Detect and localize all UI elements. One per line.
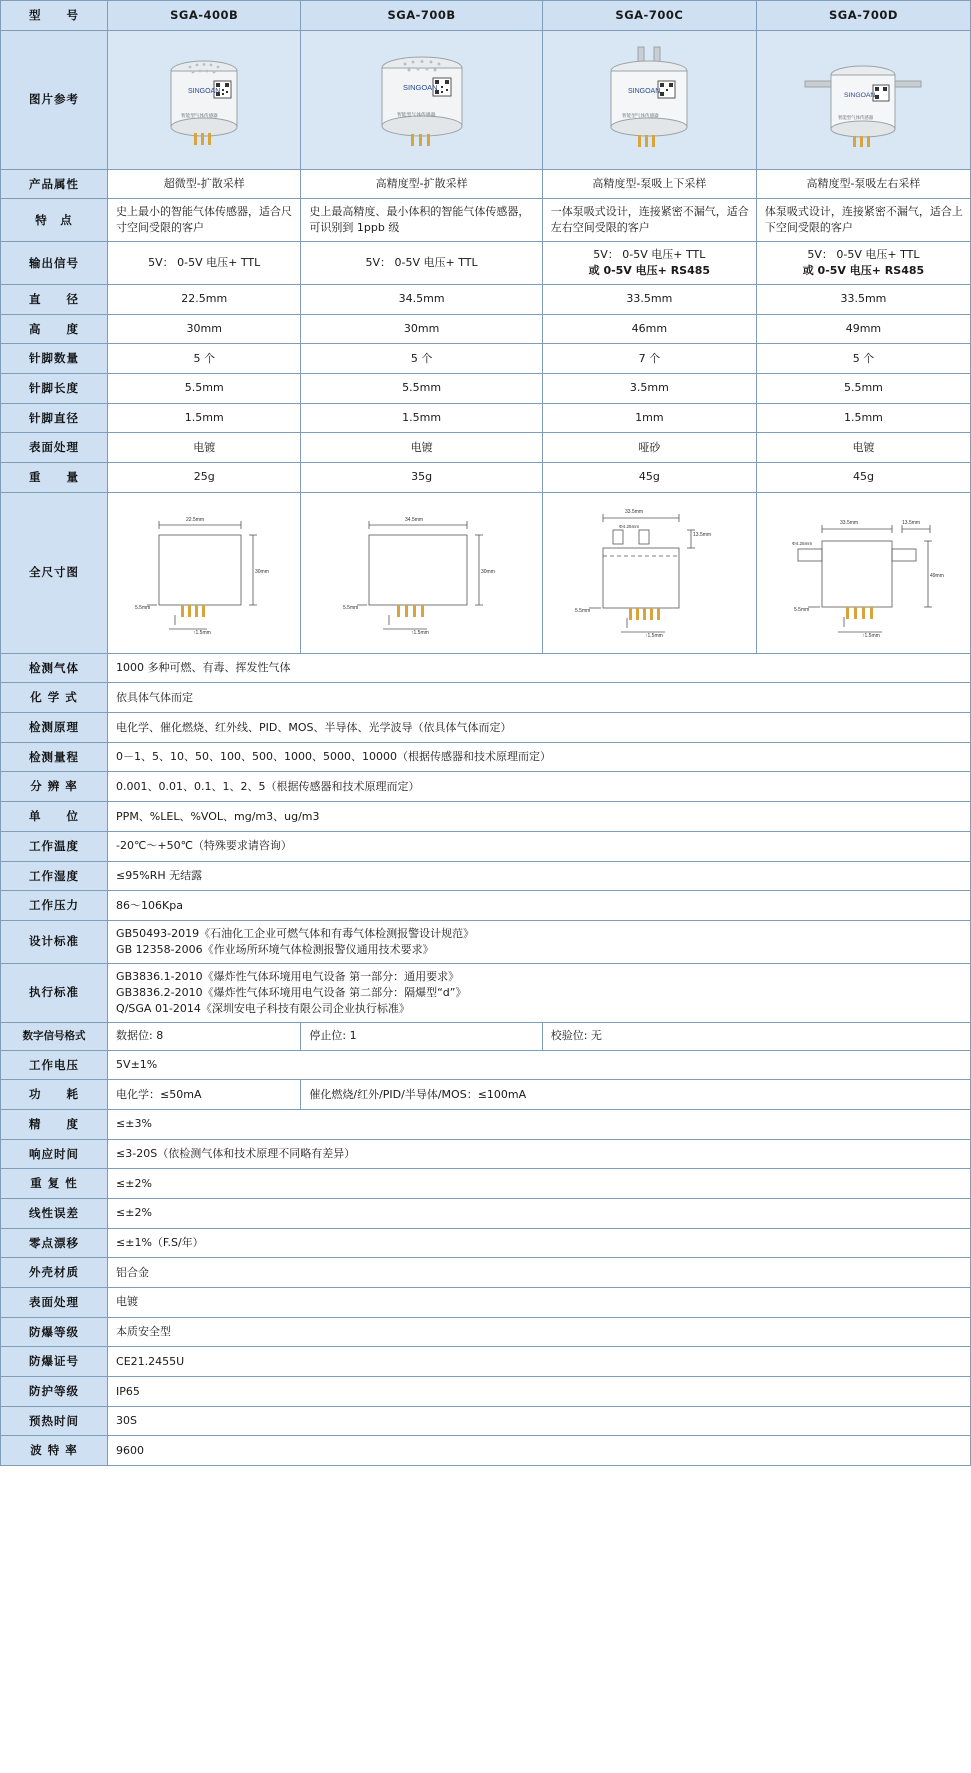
dim-pindia-3: ↑1.5mm (644, 633, 663, 640)
dim-pindia-1: ↑1.5mm (193, 629, 211, 636)
dimension-drawing-icon (129, 503, 279, 643)
row-label-full-dimension: 全尺寸图 (1, 492, 108, 653)
exec-standard-line-2: GB3836.2-2010《爆炸性气体环境用电气设备 第二部分：隔爆型“d”》 (116, 985, 467, 999)
row-label-pin-diameter: 针脚直径 (1, 403, 108, 433)
sensor-illustration-icon (797, 41, 929, 159)
pin-count-2: 5 个 (301, 344, 542, 374)
table-row-detect-range (1, 742, 971, 772)
weight-2: 35g (301, 463, 542, 493)
dim-nozzle-3: Φ4.25mm (618, 524, 640, 530)
diameter-4: 33.5mm (756, 285, 970, 315)
model-sga-400b: SGA-400B (108, 1, 301, 31)
table-row-work-temp (1, 831, 971, 861)
dim-pinlen-4: 5.5mm (794, 606, 810, 613)
product-attr-4: 高精度型-泵吸左右采样 (756, 169, 970, 199)
row-label-output-signal: 输出信号 (1, 242, 108, 285)
height-4: 49mm (756, 314, 970, 344)
row-label-diameter: 直 径 (1, 285, 108, 315)
sensor-illustration-icon (367, 44, 477, 156)
row-label-resolution: 分 辨 率 (1, 772, 108, 802)
digital-format-stopbits: 停止位: 1 (301, 1022, 542, 1050)
model-sga-700d: SGA-700D (756, 1, 970, 31)
pin-count-3: 7 个 (542, 344, 756, 374)
exec-standard-line-1: GB3836.1-2010《爆炸性气体环境用电气设备 第一部分：通用要求》 (116, 969, 460, 983)
model-sga-700c: SGA-700C (542, 1, 756, 31)
dim-width-4: 33.5mm (840, 519, 859, 526)
diameter-2: 34.5mm (301, 285, 542, 315)
detect-range-value: 0－1、5、10、50、100、500、1000、5000、10000（根据传感器和技术原理而定） (108, 742, 971, 772)
dim-height-1: 30mm (255, 568, 270, 575)
row-label-surface-finish: 表面处理 (1, 1288, 108, 1318)
svg-text:智能型气体传感器: 智能型气体传感器 (622, 112, 660, 118)
resolution-value: 0.001、0.01、0.1、1、2、5（根据传感器和技术原理而定） (108, 772, 971, 802)
surface-treatment-3: 哑砂 (542, 433, 756, 463)
table-row-explosion-cert (1, 1347, 971, 1377)
features-3: 一体泵吸式设计，连接紧密不漏气，适合左右空间受限的客户 (542, 199, 756, 242)
surface-treatment-1: 电镀 (108, 433, 301, 463)
model-sga-700b: SGA-700B (301, 1, 542, 31)
shell-material-value: 铝合金 (108, 1258, 971, 1288)
table-row-full-dimension (1, 492, 971, 653)
detect-gas-value: 1000 多种可燃、有毒、挥发性气体 (108, 653, 971, 683)
row-label-exec-standard: 执行标准 (1, 963, 108, 1022)
pin-diameter-3: 1mm (542, 403, 756, 433)
table-row-exec-standard (1, 963, 971, 1022)
svg-text:智能型气体传感器: 智能型气体传感器 (838, 114, 874, 120)
table-row-pin-diameter (1, 403, 971, 433)
table-row-diameter (1, 285, 971, 315)
surface-finish-value: 电镀 (108, 1288, 971, 1318)
work-humidity-value: ≤95%RH 无结露 (108, 861, 971, 891)
table-row-output-signal (1, 242, 971, 285)
table-row-preheat-time (1, 1406, 971, 1436)
row-label-height: 高 度 (1, 314, 108, 344)
pin-diameter-4: 1.5mm (756, 403, 970, 433)
table-row-product-attr (1, 169, 971, 199)
pin-count-4: 5 个 (756, 344, 970, 374)
row-label-model: 型 号 (1, 1, 108, 31)
exec-standard-value (108, 963, 971, 1022)
dim-width-1: 22.5mm (186, 516, 205, 523)
dim-height-3: 13.5mm (692, 532, 711, 539)
features-4: 体泵吸式设计，连接紧密不漏气，适合上下空间受限的客户 (756, 199, 970, 242)
pin-count-1: 5 个 (108, 344, 301, 374)
table-row-unit (1, 802, 971, 832)
design-standard-value (108, 920, 971, 963)
output-signal-2 (301, 242, 542, 285)
pin-length-1: 5.5mm (108, 374, 301, 404)
row-label-surface-treatment: 表面处理 (1, 433, 108, 463)
dim-pinlen-1: 5.5mm (135, 604, 151, 611)
row-label-explosion-grade: 防爆等级 (1, 1317, 108, 1347)
row-label-preheat-time: 预热时间 (1, 1406, 108, 1436)
explosion-grade-value: 本质安全型 (108, 1317, 971, 1347)
sensor-illustration-icon (596, 41, 702, 159)
table-row-power (1, 1080, 971, 1110)
accuracy-value: ≤±3% (108, 1110, 971, 1140)
pin-length-2: 5.5mm (301, 374, 542, 404)
dim-pindia-2: ↑1.5mm (410, 629, 429, 636)
output-signal-3-line2: 或 0-5V 电压+ RS485 (588, 264, 711, 278)
table-row-pin-length (1, 374, 971, 404)
dimension-drawing-sga-400b (108, 492, 301, 653)
explosion-cert-value: CE21.2455U (108, 1347, 971, 1377)
output-signal-3 (542, 242, 756, 285)
dim-pinlen-3: 5.5mm (574, 608, 591, 615)
pin-length-3: 3.5mm (542, 374, 756, 404)
product-photo-sga-700b (301, 30, 542, 169)
row-label-design-standard: 设计标准 (1, 920, 108, 963)
weight-1: 25g (108, 463, 301, 493)
row-label-detect-gas: 检测气体 (1, 653, 108, 683)
output-signal-1 (108, 242, 301, 285)
unit-value: PPM、%LEL、%VOL、mg/m3、ug/m3 (108, 802, 971, 832)
svg-text:智能型气体传感器: 智能型气体传感器 (181, 112, 218, 118)
row-label-detect-range: 检测量程 (1, 742, 108, 772)
output-signal-3-line1: 5V： 0-5V 电压+ TTL (593, 248, 706, 262)
dim-width-3: 33.5mm (624, 509, 643, 516)
surface-treatment-4: 电镀 (756, 433, 970, 463)
dimension-drawing-icon (778, 499, 948, 647)
design-standard-line-1: GB50493-2019《石油化工企业可燃气体和有毒气体检测报警设计规范》 (116, 926, 475, 940)
row-label-response-time: 响应时间 (1, 1139, 108, 1169)
repeatability-value: ≤±2% (108, 1169, 971, 1199)
dim-height-4: 49mm (930, 572, 945, 579)
svg-text:SINGOAN: SINGOAN (188, 87, 221, 95)
row-label-digital-format: 数字信号格式 (1, 1022, 108, 1050)
dimension-drawing-sga-700d (756, 492, 970, 653)
product-attr-1: 超微型-扩散采样 (108, 169, 301, 199)
table-row-model (1, 1, 971, 31)
product-photo-sga-400b (108, 30, 301, 169)
dimension-drawing-sga-700b (301, 492, 542, 653)
svg-text:SINGOAN: SINGOAN (844, 91, 876, 99)
table-row-work-humidity (1, 861, 971, 891)
product-attr-3: 高精度型-泵吸上下采样 (542, 169, 756, 199)
row-label-repeatability: 重 复 性 (1, 1169, 108, 1199)
dim-side-4: 13.5mm (902, 519, 921, 526)
table-row-design-standard (1, 920, 971, 963)
exec-standard-line-3: Q/SGA 01-2014《深圳安电子科技有限公司企业执行标准》 (116, 1001, 410, 1015)
svg-text:SINGOAN: SINGOAN (402, 82, 438, 92)
pin-diameter-2: 1.5mm (301, 403, 542, 433)
table-row-surface-treatment (1, 433, 971, 463)
baud-rate-value: 9600 (108, 1436, 971, 1466)
table-row-zero-drift (1, 1228, 971, 1258)
product-photo-sga-700d (756, 30, 970, 169)
diameter-1: 22.5mm (108, 285, 301, 315)
dim-nozzle-4: Φ4.25mm (792, 540, 813, 546)
table-row-work-pressure (1, 891, 971, 921)
height-1: 30mm (108, 314, 301, 344)
row-label-baud-rate: 波 特 率 (1, 1436, 108, 1466)
detect-principle-value: 电化学、催化燃烧、红外线、PID、MOS、半导体、光学波导（依具体气体而定） (108, 713, 971, 743)
dim-width-2: 34.5mm (404, 516, 423, 523)
output-signal-2-line1: 5V： 0-5V 电压+ TTL (365, 256, 478, 270)
output-signal-4-line1: 5V： 0-5V 电压+ TTL (807, 248, 920, 262)
table-row-digital-format (1, 1022, 971, 1050)
table-row-height (1, 314, 971, 344)
row-label-work-voltage: 工作电压 (1, 1050, 108, 1080)
table-row-chemical-formula (1, 683, 971, 713)
table-row-image (1, 30, 971, 169)
digital-format-databits: 数据位: 8 (108, 1022, 301, 1050)
svg-text:SINGOAN: SINGOAN (628, 87, 661, 95)
features-1: 史上最小的智能气体传感器，适合尺寸空间受限的客户 (108, 199, 301, 242)
row-label-zero-drift: 零点漂移 (1, 1228, 108, 1258)
output-signal-4-line2: 或 0-5V 电压+ RS485 (802, 264, 925, 278)
dim-pinlen-2: 5.5mm (342, 604, 358, 611)
output-signal-4 (756, 242, 970, 285)
response-time-value: ≤3-20S（依检测气体和技术原理不同略有差异） (108, 1139, 971, 1169)
table-row-work-voltage (1, 1050, 971, 1080)
table-row-surface-finish (1, 1288, 971, 1318)
weight-3: 45g (542, 463, 756, 493)
table-row-shell-material (1, 1258, 971, 1288)
row-label-pin-length: 针脚长度 (1, 374, 108, 404)
table-row-linearity-error (1, 1199, 971, 1229)
row-label-product-attr: 产品属性 (1, 169, 108, 199)
dimension-drawing-icon (337, 503, 507, 643)
row-label-features: 特 点 (1, 199, 108, 242)
preheat-time-value: 30S (108, 1406, 971, 1436)
product-photo-sga-700c (542, 30, 756, 169)
row-label-weight: 重 量 (1, 463, 108, 493)
table-row-resolution (1, 772, 971, 802)
weight-4: 45g (756, 463, 970, 493)
row-label-explosion-cert: 防爆证号 (1, 1347, 108, 1377)
diameter-3: 33.5mm (542, 285, 756, 315)
design-standard-line-2: GB 12358-2006《作业场所环境气体检测报警仪通用技术要求》 (116, 942, 434, 956)
table-row-pin-count (1, 344, 971, 374)
zero-drift-value: ≤±1%（F.S/年） (108, 1228, 971, 1258)
row-label-work-pressure: 工作压力 (1, 891, 108, 921)
height-3: 46mm (542, 314, 756, 344)
work-pressure-value: 86～106Kpa (108, 891, 971, 921)
table-row-explosion-grade (1, 1317, 971, 1347)
chemical-formula-value: 依具体气体而定 (108, 683, 971, 713)
protection-grade-value: IP65 (108, 1377, 971, 1407)
surface-treatment-2: 电镀 (301, 433, 542, 463)
row-label-shell-material: 外壳材质 (1, 1258, 108, 1288)
row-label-accuracy: 精 度 (1, 1110, 108, 1140)
table-row-detect-gas (1, 653, 971, 683)
row-label-image: 图片参考 (1, 30, 108, 169)
height-2: 30mm (301, 314, 542, 344)
dimension-drawing-icon (567, 500, 732, 645)
svg-text:智能型气体传感器: 智能型气体传感器 (396, 112, 435, 118)
digital-format-parity: 校验位: 无 (542, 1022, 970, 1050)
row-label-work-temp: 工作温度 (1, 831, 108, 861)
row-label-pin-count: 针脚数量 (1, 344, 108, 374)
power-others: 催化燃烧/红外/PID/半导体/MOS：≤100mA (301, 1080, 971, 1110)
product-attr-2: 高精度型-扩散采样 (301, 169, 542, 199)
table-row-weight (1, 463, 971, 493)
table-row-accuracy (1, 1110, 971, 1140)
sensor-illustration-icon (156, 45, 252, 155)
work-voltage-value: 5V±1% (108, 1050, 971, 1080)
table-row-features (1, 199, 971, 242)
dim-height-2: 30mm (480, 568, 495, 575)
output-signal-1-line1: 5V： 0-5V 电压+ TTL (148, 256, 261, 270)
table-row-detect-principle (1, 713, 971, 743)
pin-diameter-1: 1.5mm (108, 403, 301, 433)
work-temp-value: -20℃～+50℃（特殊要求请咨询） (108, 831, 971, 861)
dimension-drawing-sga-700c (542, 492, 756, 653)
power-electrochemical: 电化学：≤50mA (108, 1080, 301, 1110)
table-row-baud-rate (1, 1436, 971, 1466)
table-row-response-time (1, 1139, 971, 1169)
pin-length-4: 5.5mm (756, 374, 970, 404)
row-label-unit: 单 位 (1, 802, 108, 832)
row-label-protection-grade: 防护等级 (1, 1377, 108, 1407)
row-label-linearity-error: 线性误差 (1, 1199, 108, 1229)
features-2: 史上最高精度、最小体积的智能气体传感器，可识别到 1ppb 级 (301, 199, 542, 242)
row-label-power: 功 耗 (1, 1080, 108, 1110)
table-row-protection-grade (1, 1377, 971, 1407)
row-label-chemical-formula: 化 学 式 (1, 683, 108, 713)
dim-pindia-4: ↑1.5mm (862, 632, 881, 639)
table-row-repeatability (1, 1169, 971, 1199)
row-label-work-humidity: 工作湿度 (1, 861, 108, 891)
linearity-error-value: ≤±2% (108, 1199, 971, 1229)
row-label-detect-principle: 检测原理 (1, 713, 108, 743)
